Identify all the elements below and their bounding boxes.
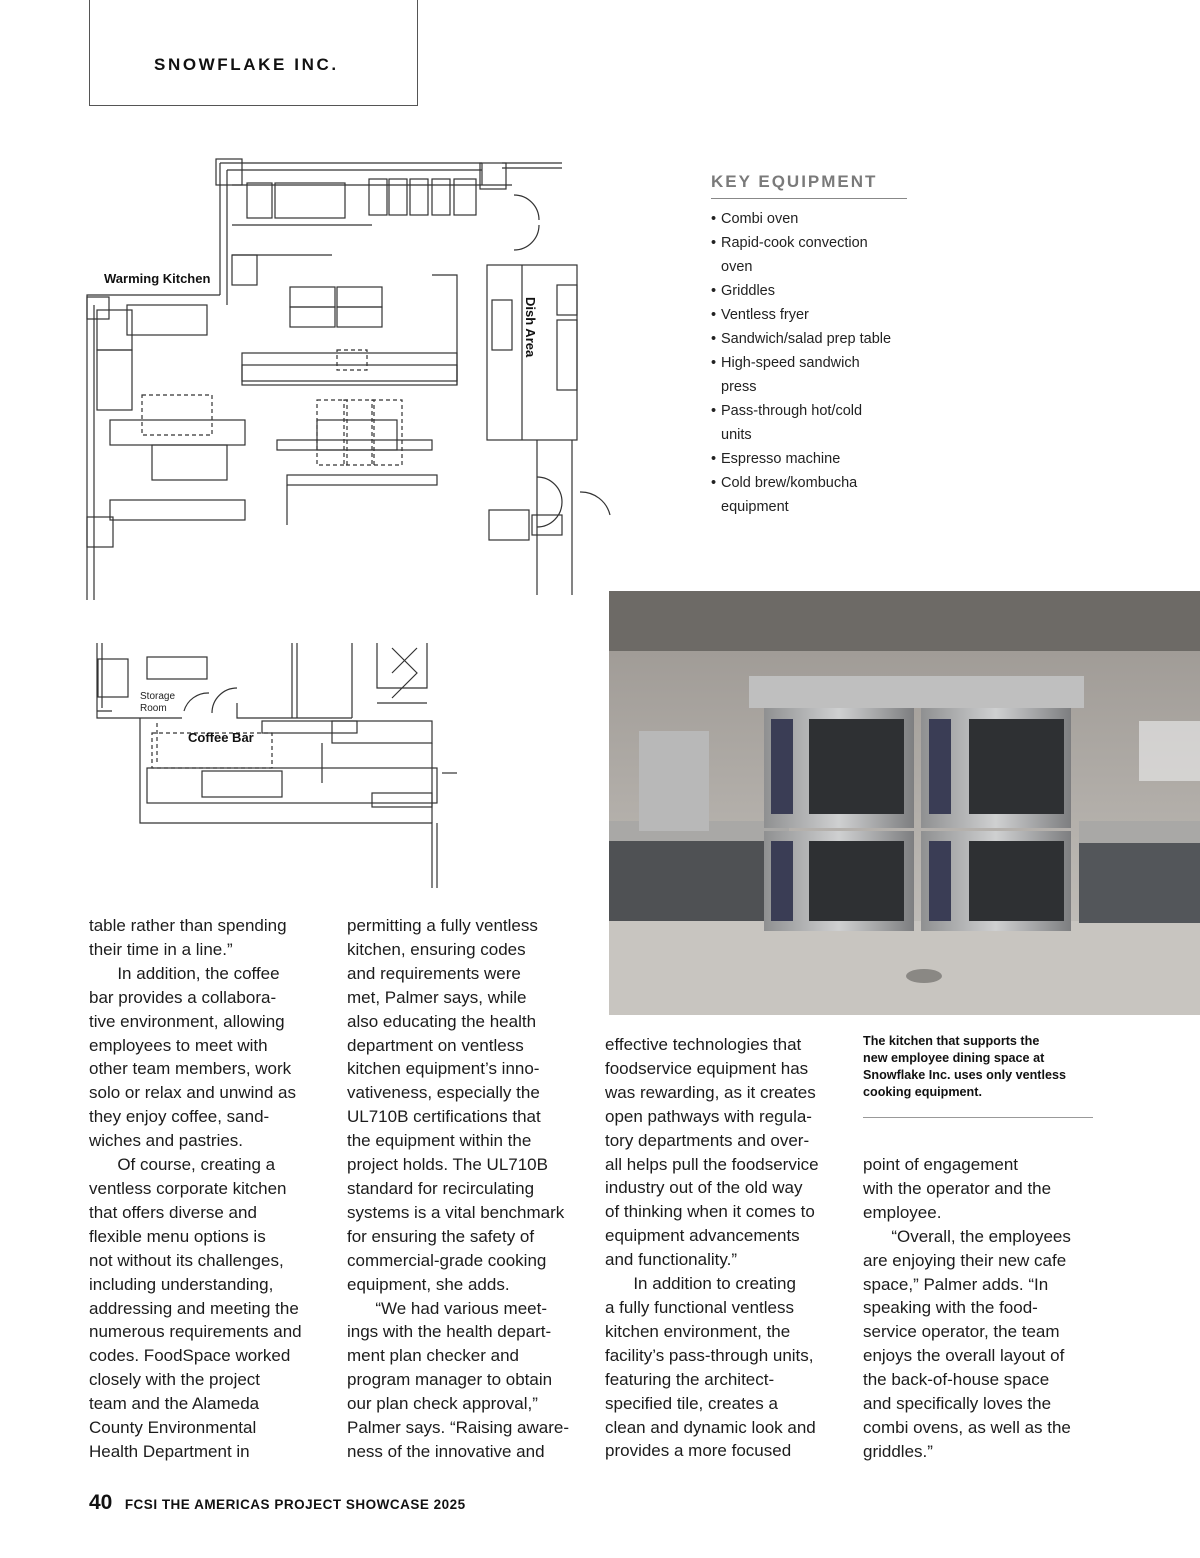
article-line: our plan check approval,” (347, 1394, 538, 1414)
key-equipment-item (711, 207, 921, 231)
article-line: wiches and pastries. (89, 1131, 244, 1151)
article-line: solo or relax and unwind as (89, 1083, 296, 1103)
storage-label-line2: Room (140, 703, 167, 714)
article-line: speaking with the food- (863, 1298, 1038, 1318)
article-line: including understanding, (89, 1274, 274, 1294)
key-equipment-item (711, 399, 921, 447)
key-equipment-item (711, 471, 921, 519)
storage-label-line1: Storage (140, 691, 176, 702)
caption-line: cooking equipment. (863, 1085, 982, 1099)
key-equipment-item (711, 279, 921, 303)
article-line: program manager to obtain (347, 1370, 553, 1390)
article-line: all helps pull the foodservice (605, 1154, 819, 1174)
article-line: with the operator and the (863, 1178, 1052, 1198)
article-line: bar provides a collabora- (89, 987, 277, 1007)
page-number: 40 (89, 1491, 113, 1514)
article-line: specified tile, creates a (605, 1393, 778, 1413)
caption-divider (863, 1117, 1093, 1118)
publication-title: FCSI THE AMERICAS PROJECT SHOWCASE 2025 (124, 1497, 466, 1512)
article-line: a fully functional ventless (605, 1297, 794, 1317)
article-line: vativeness, especially the (347, 1083, 540, 1103)
dish-area-label: Dish Area (523, 297, 538, 358)
article-line: ness of the innovative and (347, 1441, 545, 1461)
article-line: codes. FoodSpace worked (89, 1346, 291, 1366)
article-line: kitchen equipment’s inno- (347, 1059, 540, 1079)
article-line: equipment advancements (605, 1226, 800, 1246)
key-equipment-item-line: equipment (721, 499, 789, 515)
article-line: employees to meet with (89, 1035, 268, 1055)
company-name: SNOWFLAKE INC. (154, 55, 339, 74)
article-column-1 (89, 914, 302, 1464)
article-line: met, Palmer says, while (347, 987, 527, 1007)
article-line: they enjoy coffee, sand- (89, 1107, 270, 1127)
key-equipment-item-line: High-speed sandwich (721, 355, 860, 371)
article-line: tive environment, allowing (89, 1011, 285, 1031)
key-equipment-box (711, 172, 911, 519)
article-line: Health Department in (89, 1441, 250, 1461)
coffee-bar-floor-plan (92, 643, 462, 890)
article-line: employee. (863, 1202, 942, 1222)
combi-oven-stack-left (749, 676, 914, 931)
caption-line: Snowflake Inc. uses only ventless (863, 1068, 1066, 1082)
article-column-2 (347, 914, 569, 1464)
article-line: are enjoying their new cafe (863, 1250, 1067, 1270)
article-line: not without its challenges, (89, 1250, 284, 1270)
key-equipment-item-line: units (721, 427, 752, 443)
key-equipment-item (711, 447, 921, 471)
article-line: table rather than spending (89, 916, 287, 935)
article-line: Palmer says. “Raising aware- (347, 1418, 570, 1438)
article-line: featuring the architect- (605, 1369, 775, 1389)
article-line: commercial-grade cooking (347, 1250, 547, 1270)
key-equipment-item (711, 303, 921, 327)
key-equipment-item-line: Cold brew/kombucha (721, 475, 858, 491)
article-line: team and the Alameda (89, 1394, 260, 1414)
article-line: was rewarding, as it creates (605, 1082, 816, 1102)
key-equipment-item-line: Combi oven (721, 211, 799, 227)
article-line: space,” Palmer adds. “In (863, 1274, 1049, 1294)
article-line: that offers diverse and (89, 1202, 257, 1222)
article-line: UL710B certifications that (347, 1107, 541, 1127)
article-line: project holds. The UL710B (347, 1155, 548, 1175)
article-line: “We had various meet- (347, 1298, 547, 1318)
article-line: industry out of the old way (605, 1178, 803, 1198)
article-line: other team members, work (89, 1059, 292, 1079)
article-line: County Environmental (89, 1418, 257, 1438)
photo-caption (863, 1033, 1095, 1101)
key-equipment-list (711, 207, 911, 519)
key-equipment-item-line: Rapid-cook convection (721, 235, 868, 251)
article-line: standard for recirculating (347, 1178, 535, 1198)
key-equipment-item-line: Ventless fryer (721, 307, 809, 323)
article-line: ventless corporate kitchen (89, 1178, 287, 1198)
key-equipment-item (711, 351, 921, 399)
article-line: numerous requirements and (89, 1322, 302, 1342)
article-line: Of course, creating a (89, 1155, 276, 1175)
article-line: clean and dynamic look and (605, 1417, 816, 1437)
key-equipment-item-line: Espresso machine (721, 451, 841, 467)
article-line: foodservice equipment has (605, 1058, 809, 1078)
key-equipment-item-line: oven (721, 259, 753, 275)
caption-line: new employee dining space at (863, 1051, 1045, 1065)
article-line: equipment, she adds. (347, 1274, 510, 1294)
article-line: kitchen environment, the (605, 1321, 791, 1341)
key-equipment-title: KEY EQUIPMENT (711, 172, 907, 199)
article-line: griddles.” (863, 1441, 933, 1461)
key-equipment-item (711, 231, 921, 279)
page-footer (89, 1491, 466, 1515)
article-line: systems is a vital benchmark (347, 1202, 565, 1222)
article-line: enjoys the overall layout of (863, 1346, 1065, 1366)
article-line: tory departments and over- (605, 1130, 810, 1150)
header-box (89, 0, 418, 106)
article-line: kitchen, ensuring codes (347, 939, 526, 959)
article-line: ment plan checker and (347, 1346, 519, 1366)
article-line: In addition to creating (605, 1274, 796, 1294)
article-line: facility’s pass-through units, (605, 1345, 814, 1365)
article-line: and requirements were (347, 963, 521, 983)
article-column-4 (863, 1153, 1071, 1464)
article-line: “Overall, the employees (863, 1226, 1071, 1246)
article-line: ings with the health depart- (347, 1322, 552, 1342)
article-line: for ensuring the safety of (347, 1226, 535, 1246)
article-line: the equipment within the (347, 1131, 532, 1151)
article-line: provides a more focused (605, 1441, 792, 1461)
combi-oven-stack-right (914, 676, 1084, 931)
article-line: In addition, the coffee (89, 963, 280, 983)
article-line: open pathways with regula- (605, 1106, 812, 1126)
article-line: addressing and meeting the (89, 1298, 299, 1318)
caption-line: The kitchen that supports the (863, 1034, 1040, 1048)
article-line: service operator, the team (863, 1322, 1060, 1342)
warming-kitchen-label: Warming Kitchen (104, 271, 211, 286)
article-line: point of engagement (863, 1155, 1019, 1174)
key-equipment-item (711, 327, 921, 351)
article-line: combi ovens, as well as the (863, 1417, 1071, 1437)
article-line: and functionality.” (605, 1250, 737, 1270)
key-equipment-item-line: Pass-through hot/cold (721, 403, 863, 419)
kitchen-floor-plan (82, 155, 612, 600)
article-line: permitting a fully ventless (347, 916, 538, 935)
coffee-bar-label: Coffee Bar (188, 730, 254, 745)
key-equipment-item-line: Sandwich/salad prep table (721, 331, 892, 347)
key-equipment-item-line: press (721, 379, 757, 395)
article-line: effective technologies that (605, 1035, 802, 1054)
article-column-3 (605, 1033, 819, 1463)
article-line: department on ventless (347, 1035, 524, 1055)
article-line: and specifically loves the (863, 1394, 1052, 1414)
article-line: the back-of-house space (863, 1370, 1050, 1390)
article-line: also educating the health (347, 1011, 537, 1031)
kitchen-photo (609, 591, 1200, 1015)
article-line: closely with the project (89, 1370, 261, 1390)
article-line: their time in a line.” (89, 939, 233, 959)
article-line: of thinking when it comes to (605, 1202, 815, 1222)
article-line: flexible menu options is (89, 1226, 266, 1246)
key-equipment-item-line: Griddles (721, 283, 775, 299)
